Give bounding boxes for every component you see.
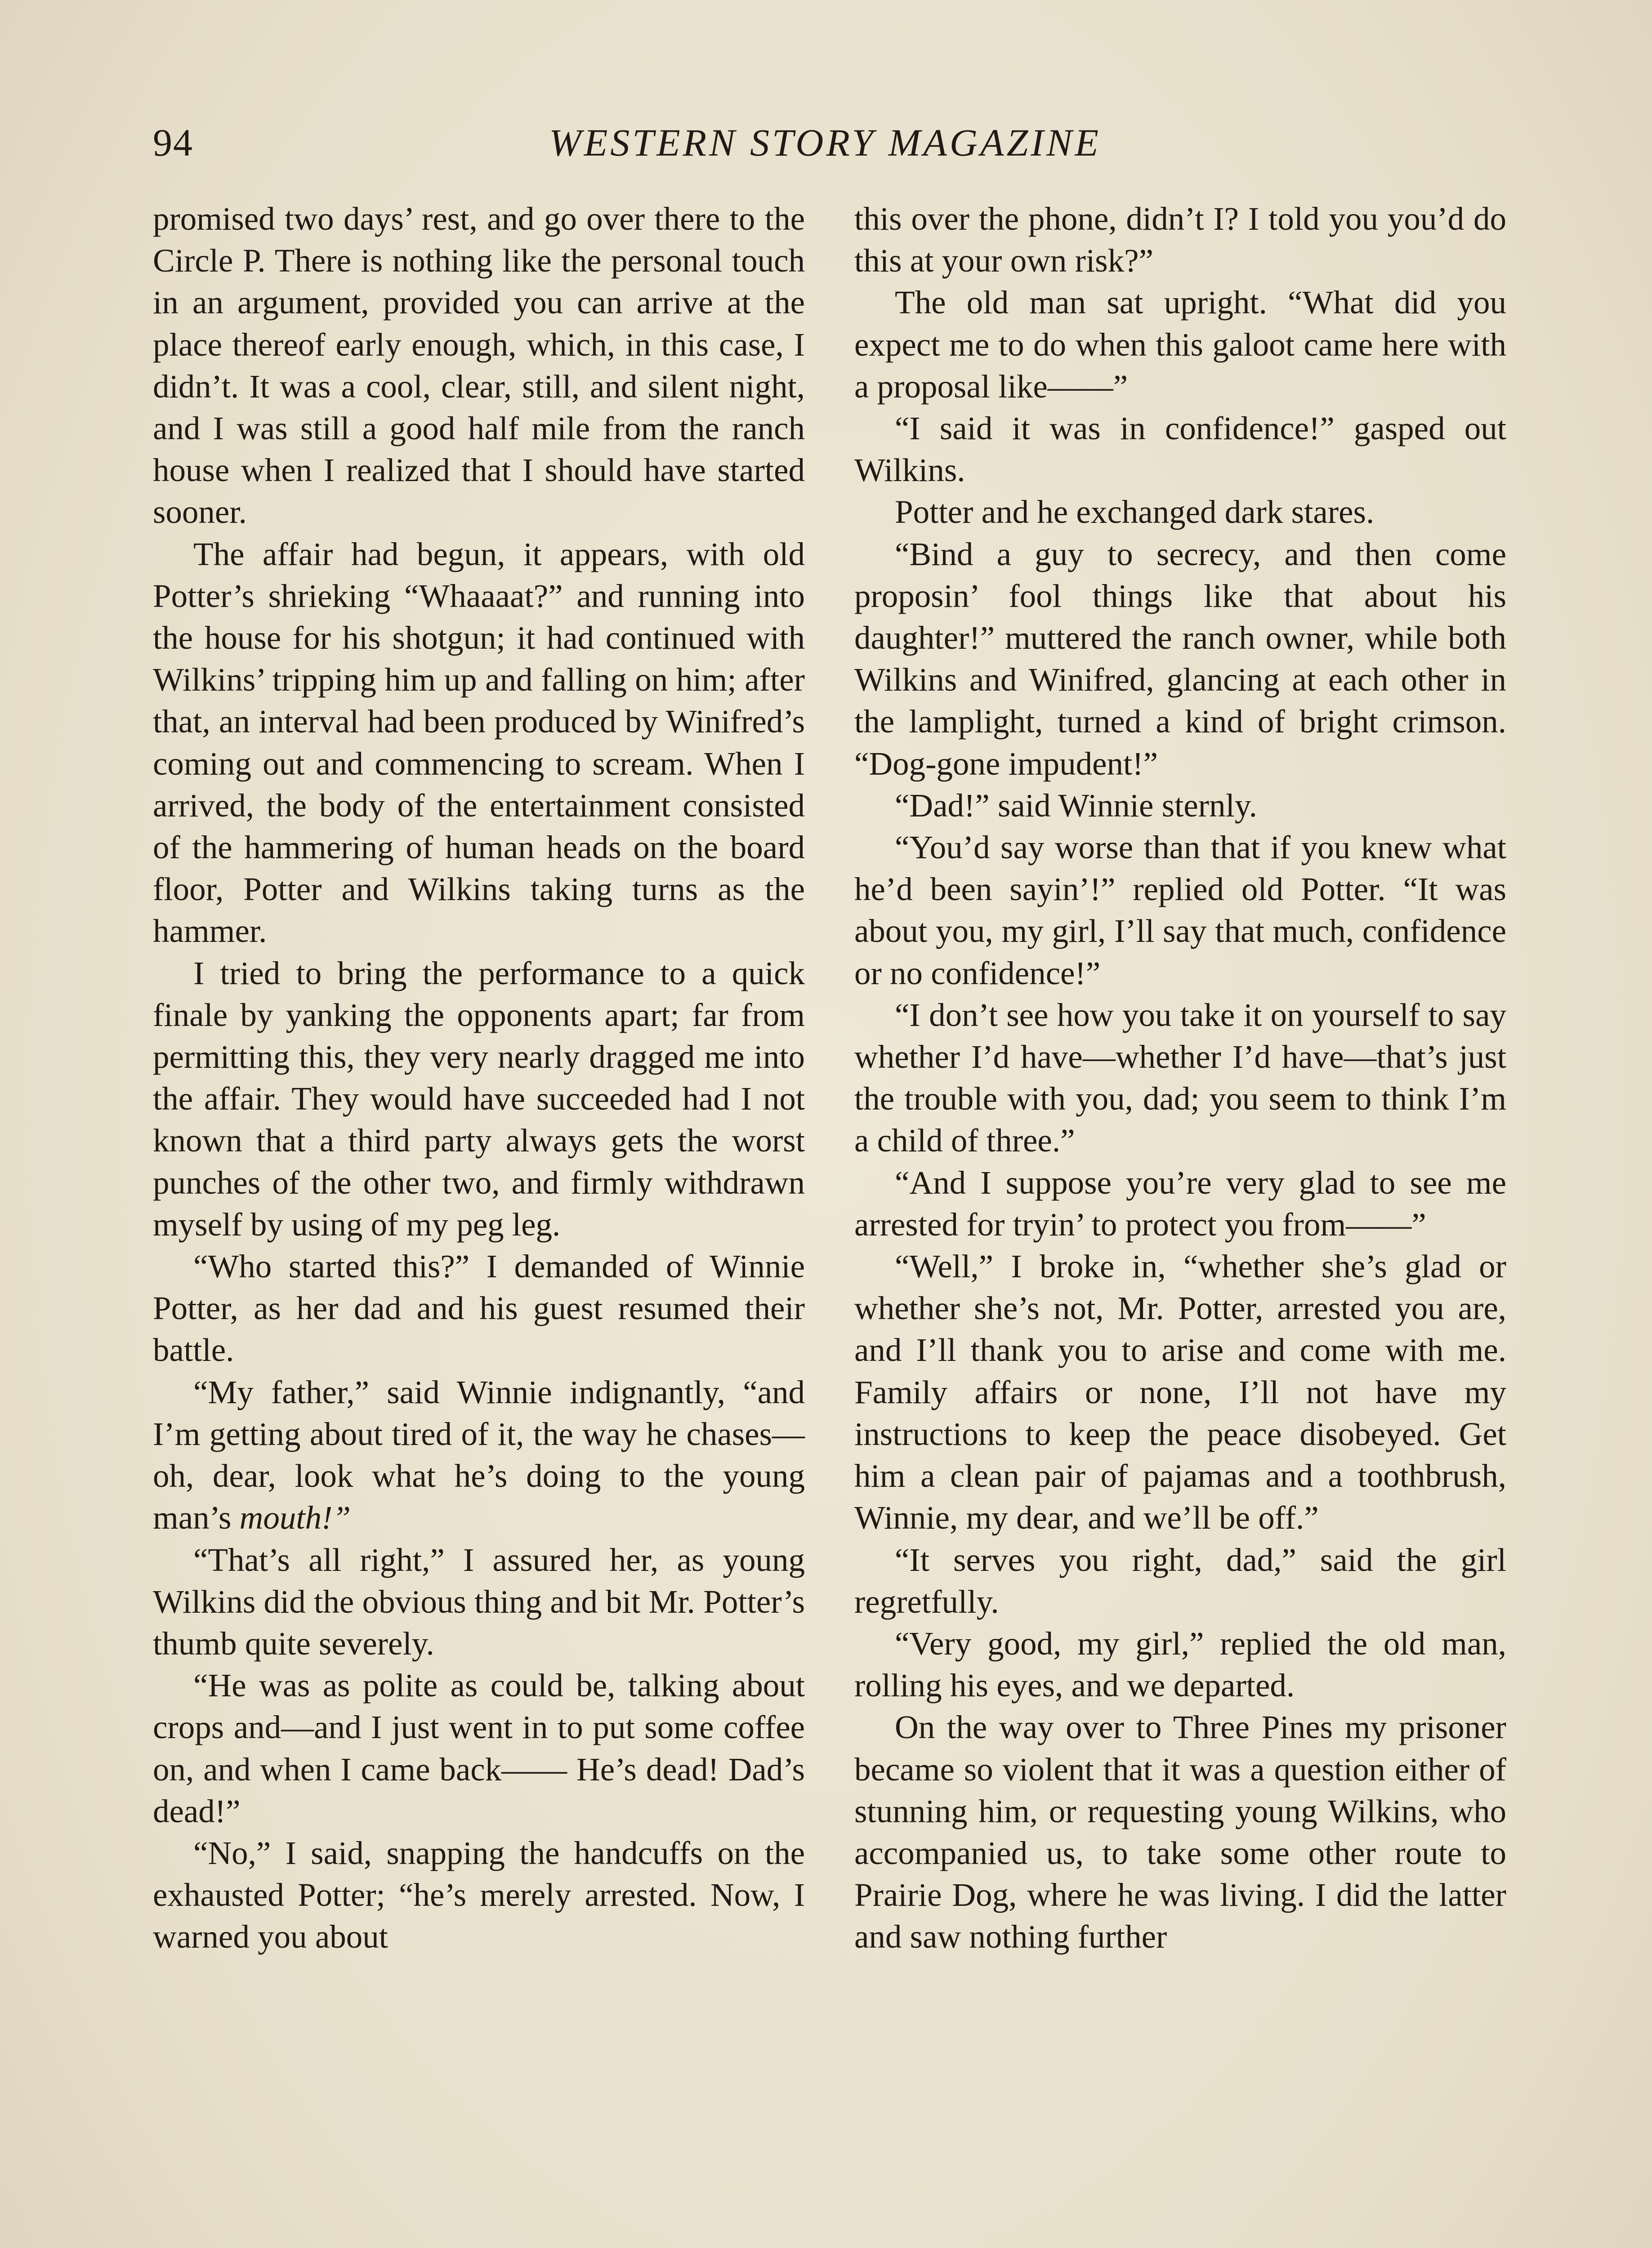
paragraph: I tried to bring the performance to a quick finale by yanking the opponents apart; far from permitting this, they very nearly dragged me into the affair. They would have succeeded had I not known that a third party always gets the worst punches of the other two, and firmly withdrawn myself by using of my peg leg. [153,955,805,1243]
paragraph: On the way over to Three Pines my prisoner became so violent that it was a question either of stunning him, or requesting young Wilkins, who accompanied us, to take some other route to Prairie Dog, where he was living. I did the latter and saw nothing further [854,1709,1506,1955]
paragraph: The old man sat upright. “What did you expect me to do when this galoot came here with a proposal like——” [854,284,1506,405]
paragraph: The affair had begun, it appears, with old Potter’s shrieking “Whaaaat?” and running into the house for his shotgun; it had continued with Wilkins’ tripping him up and falling on him; after that, an interval had been produced by Winifred’s coming out and commencing to scream. When I arrived, the body of the entertainment consisted of the hammering of human heads on the board floor, Potter and Wilkins taking turns as the hammer. [153,535,805,950]
paragraph: “He was as polite as could be, talking about crops and—and I just went in to put some coffee on, and when I came back—— He’s dead! Dad’s dead!” [153,1667,805,1829]
right-column [854,198,1506,1958]
paragraph: “I said it was in confidence!” gasped out Wilkins. [854,410,1506,489]
page-header [153,118,1497,172]
paragraph-text: “My father,” said Winnie indignantly, “and I’m getting about tired of it, the way he chases—oh, dear, look what he’s doing to the young man’s [153,1374,805,1536]
paragraph [153,1371,805,1539]
paragraph: “Dad!” said Winnie sternly. [895,787,1257,824]
paragraph: this over the phone, didn’t I? I told you you’d do this at your own risk?” [854,201,1506,279]
paragraph: “Very good, my girl,” replied the old man, rolling his eyes, and we departed. [854,1625,1506,1704]
page-number: 94 [153,121,193,164]
paragraph: promised two days’ rest, and go over there to the Circle P. There is nothing like the personal touch in an argument, provided you can arrive at the place thereof early enough, which, in this case, I didn’t. It was a cool, clear, still, and silent night, and I was still a good half mile from the ranch house when I realized that I should have started sooner. [153,201,805,531]
paragraph: “It serves you right, dad,” said the girl regretfully. [854,1541,1506,1620]
left-column [153,198,805,1958]
italic-text: mouth!” [239,1499,351,1536]
paragraph: Potter and he exchanged dark stares. [895,494,1375,531]
paragraph: “Who started this?” I demanded of Winnie Potter, as her dad and his guest resumed their battle. [153,1248,805,1369]
running-title: WESTERN STORY MAGAZINE [549,121,1101,164]
paragraph: “No,” I said, snapping the handcuffs on the exhausted Potter; “he’s merely arrested. Now, I warned you about [153,1834,805,1955]
paragraph: “You’d say worse than that if you knew what he’d been sayin’!” replied old Potter. “It was about you, my girl, I’ll say that much, confidence or no confidence!” [854,829,1506,991]
paragraph: “That’s all right,” I assured her, as young Wilkins did the obvious thing and bit Mr. Potter’s thumb quite severely. [153,1541,805,1662]
paragraph: “And I suppose you’re very glad to see me arrested for tryin’ to protect you from——” [854,1164,1506,1243]
paragraph: “I don’t see how you take it on yourself to say whether I’d have—whether I’d have—that’s just the trouble with you, dad; you seem to think I’m a child of three.” [854,996,1506,1159]
paragraph: “Well,” I broke in, “whether she’s glad or whether she’s not, Mr. Potter, arrested you are, and I’ll thank you to arise and come with me. Family affairs or none, I’ll not have my instructions to keep the peace disobeyed. Get him a clean pair of pajamas and a toothbrush, Winnie, my dear, and we’ll be off.” [854,1248,1506,1536]
paragraph: “Bind a guy to secrecy, and then come proposin’ fool things like that about his daughter!” muttered the ranch owner, while both Wilkins and Winifred, glancing at each other in the lamplight, turned a kind of bright crimson. “Dog-gone impudent!” [854,535,1506,782]
